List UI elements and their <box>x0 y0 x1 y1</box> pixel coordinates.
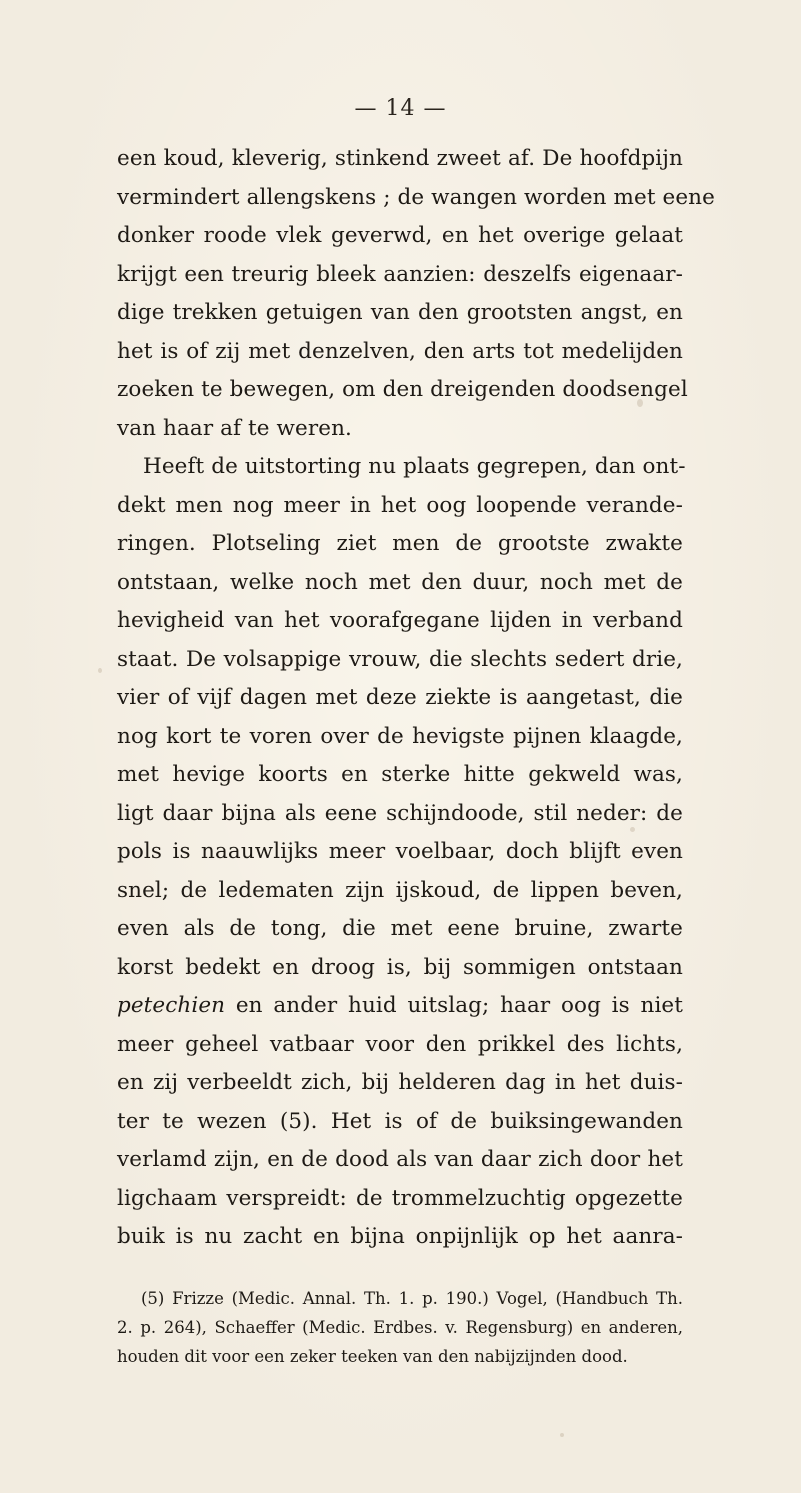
text-line: ter te wezen (5). Het is of de buiksingewanden <box>117 1108 683 1134</box>
text-line: met hevige koorts en sterke hitte gekweld was, <box>117 762 683 787</box>
text-line: een koud, kleverig, stinkend zweet af. De hoofdpijn <box>117 146 683 171</box>
text-line-rest: en ander huid uitslag; haar oog is niet <box>225 993 683 1018</box>
text-line: vier of vijf dagen met deze ziekte is aangetast, die <box>117 685 683 710</box>
text-line: ligt daar bijna als eene schijndoode, stil neder: de <box>117 800 683 826</box>
text-line: zoeken te bewegen, om den dreigenden doodsengel <box>117 377 688 402</box>
text-line: hevigheid van het voorafgegane lijden in verband <box>117 608 683 633</box>
text-line: pols is naauwlijks meer voelbaar, doch blijft even <box>117 839 683 864</box>
text-line: krijgt een treurig bleek aanzien: deszelfs eigenaar- <box>117 261 683 287</box>
text-line: snel; de ledematen zijn ijskoud, de lippen beven, <box>117 877 683 903</box>
text-line-with-italic <box>117 987 683 1026</box>
text-line: meer geheel vatbaar voor den prikkel des lichts, <box>117 1031 683 1057</box>
footnote-line: houden dit voor een zeker teeken van den nabijzijnden dood. <box>117 1347 628 1366</box>
text-line: donker roode vlek geverwd, en het overige gelaat <box>117 223 683 248</box>
text-line: ontstaan, welke noch met den duur, noch met de <box>117 569 683 595</box>
text-line: ligchaam verspreidt: de trommelzuchtig opgezette <box>117 1185 683 1211</box>
italic-term: petechien <box>117 993 226 1018</box>
paper-fleck <box>98 668 102 673</box>
text-line: verlamd zijn, en de dood als van daar zich door het <box>117 1147 683 1172</box>
text-line: en zij verbeeldt zich, bij helderen dag in het duis- <box>117 1070 683 1095</box>
paragraph-end-line: van haar af te weren. <box>117 415 352 441</box>
paragraph-start-line: Heeft de uitstorting nu plaats gegrepen, dan ont- <box>143 454 686 479</box>
text-line: dige trekken getuigen van den grootsten angst, en <box>117 300 683 325</box>
text-line: het is of zij met denzelven, den arts tot medelijden <box>117 338 683 364</box>
text-line: nog kort te voren over de hevigste pijnen klaagde, <box>117 723 683 749</box>
text-line: vermindert allengskens ; de wangen worden met eene <box>117 184 715 210</box>
text-line: ringen. Plotseling ziet men de grootste zwakte <box>117 531 683 556</box>
paper-fleck <box>637 399 643 407</box>
paper-fleck <box>270 538 276 544</box>
paper-fleck <box>560 1433 564 1437</box>
text-line: even als de tong, die met eene bruine, zwarte <box>117 916 683 941</box>
footnotes <box>117 1284 683 1371</box>
text-line: staat. De volsappige vrouw, die slechts sedert drie, <box>117 646 683 672</box>
text-line: korst bedekt en droog is, bij sommigen ontstaan <box>117 954 683 980</box>
paper-fleck <box>630 827 635 832</box>
text-line: dekt men nog meer in het oog loopende verande- <box>117 492 683 518</box>
page-number: — 14 — <box>354 96 447 121</box>
footnote-line: 2. p. 264), Schaeffer (Medic. Erdbes. v. Regensburg) en anderen, <box>117 1318 683 1337</box>
body-text <box>117 140 715 1257</box>
footnote-line: (5) Frizze (Medic. Annal. Th. 1. p. 190.) Vogel, (Handbuch Th. <box>141 1289 683 1308</box>
text-line: buik is nu zacht en bijna onpijnlijk op het aanra- <box>117 1224 683 1249</box>
